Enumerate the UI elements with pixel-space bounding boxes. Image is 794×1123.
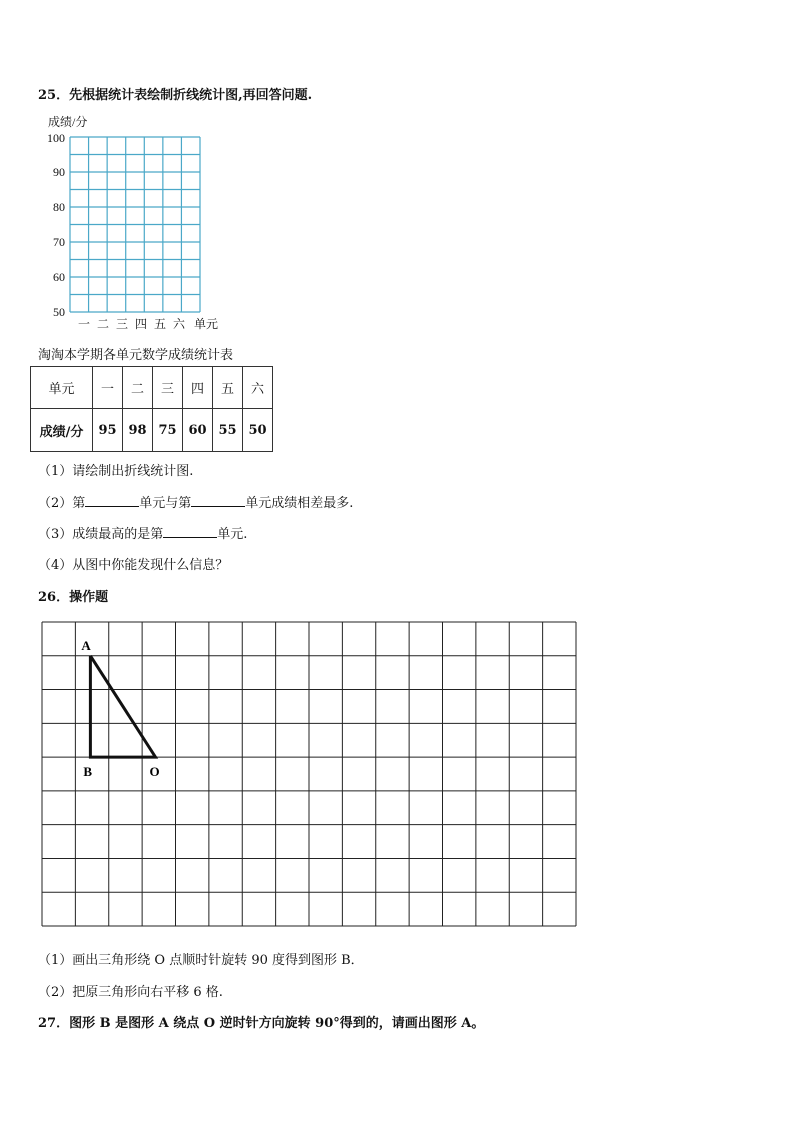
stats-table bbox=[30, 366, 273, 452]
table-cell: 75 bbox=[153, 409, 183, 452]
table-cell: 55 bbox=[213, 409, 243, 452]
q26-sub1: （1）画出三角形绕 O 点顺时针旋转 90 度得到图形 B． bbox=[38, 953, 364, 968]
table-header-score: 成绩/分 bbox=[31, 409, 93, 452]
q26-sub2: （2）把原三角形向右平移 6 格. bbox=[38, 985, 223, 1000]
q25-sub3 bbox=[38, 523, 247, 542]
q25-sub2-text-b: 单元与第 bbox=[139, 496, 192, 511]
table-cell: 六 bbox=[243, 367, 273, 409]
q25-sub2 bbox=[38, 492, 353, 511]
table-cell: 95 bbox=[93, 409, 123, 452]
y-tick-100: 100 bbox=[47, 131, 65, 145]
stats-table-title: 淘淘本学期各单元数学成绩统计表 bbox=[38, 348, 234, 363]
y-tick-50: 50 bbox=[53, 305, 65, 319]
q25-heading: 25．先根据统计表绘制折线统计图,再回答问题. bbox=[38, 88, 313, 103]
line-chart-grid[interactable] bbox=[69, 136, 201, 314]
point-label-b: B bbox=[83, 764, 93, 780]
x-tick-1: 一 bbox=[78, 317, 91, 331]
table-header-unit: 单元 bbox=[31, 367, 93, 409]
y-tick-70: 70 bbox=[53, 235, 65, 249]
table-cell: 三 bbox=[153, 367, 183, 409]
table-cell: 60 bbox=[183, 409, 213, 452]
q25-sub3-text-a: （3）成绩最高的是第 bbox=[38, 527, 164, 542]
q26-heading: 26．操作题 bbox=[38, 590, 109, 605]
x-tick-3: 三 bbox=[116, 317, 129, 331]
point-label-o: O bbox=[149, 764, 160, 780]
table-cell: 五 bbox=[213, 367, 243, 409]
answer-blank-3[interactable] bbox=[163, 527, 217, 538]
answer-blank-2[interactable] bbox=[191, 496, 245, 507]
x-axis-unit: 单元 bbox=[194, 317, 219, 331]
table-cell: 一 bbox=[93, 367, 123, 409]
q25-sub2-text-a: （2）第 bbox=[38, 496, 86, 511]
x-tick-2: 二 bbox=[97, 317, 110, 331]
answer-blank-1[interactable] bbox=[85, 496, 139, 507]
y-axis-label: 成绩/分 bbox=[48, 115, 88, 129]
table-cell: 50 bbox=[243, 409, 273, 452]
y-tick-90: 90 bbox=[53, 165, 65, 179]
table-cell: 二 bbox=[123, 367, 153, 409]
table-row-score bbox=[31, 409, 273, 452]
point-label-a: A bbox=[81, 637, 91, 653]
table-cell: 四 bbox=[183, 367, 213, 409]
q25-sub2-text-c: 单元成绩相差最多. bbox=[245, 496, 354, 511]
q27-heading: 27．图形 B 是图形 A 绕点 O 逆时针方向旋转 90°得到的，请画出图形 A。 bbox=[38, 1016, 485, 1031]
table-cell: 98 bbox=[123, 409, 153, 452]
q25-sub1: （1）请绘制出折线统计图. bbox=[38, 464, 194, 479]
y-tick-80: 80 bbox=[53, 200, 65, 214]
x-tick-6: 六 bbox=[173, 317, 186, 331]
x-tick-5: 五 bbox=[154, 317, 167, 331]
operation-grid[interactable] bbox=[41, 621, 579, 929]
q25-sub4: （4）从图中你能发现什么信息？ bbox=[38, 558, 229, 573]
y-tick-60: 60 bbox=[53, 270, 65, 284]
x-tick-4: 四 bbox=[135, 317, 148, 331]
table-row-unit bbox=[31, 367, 273, 409]
q25-sub3-text-b: 单元. bbox=[217, 527, 248, 542]
triangle-shape bbox=[90, 656, 155, 757]
